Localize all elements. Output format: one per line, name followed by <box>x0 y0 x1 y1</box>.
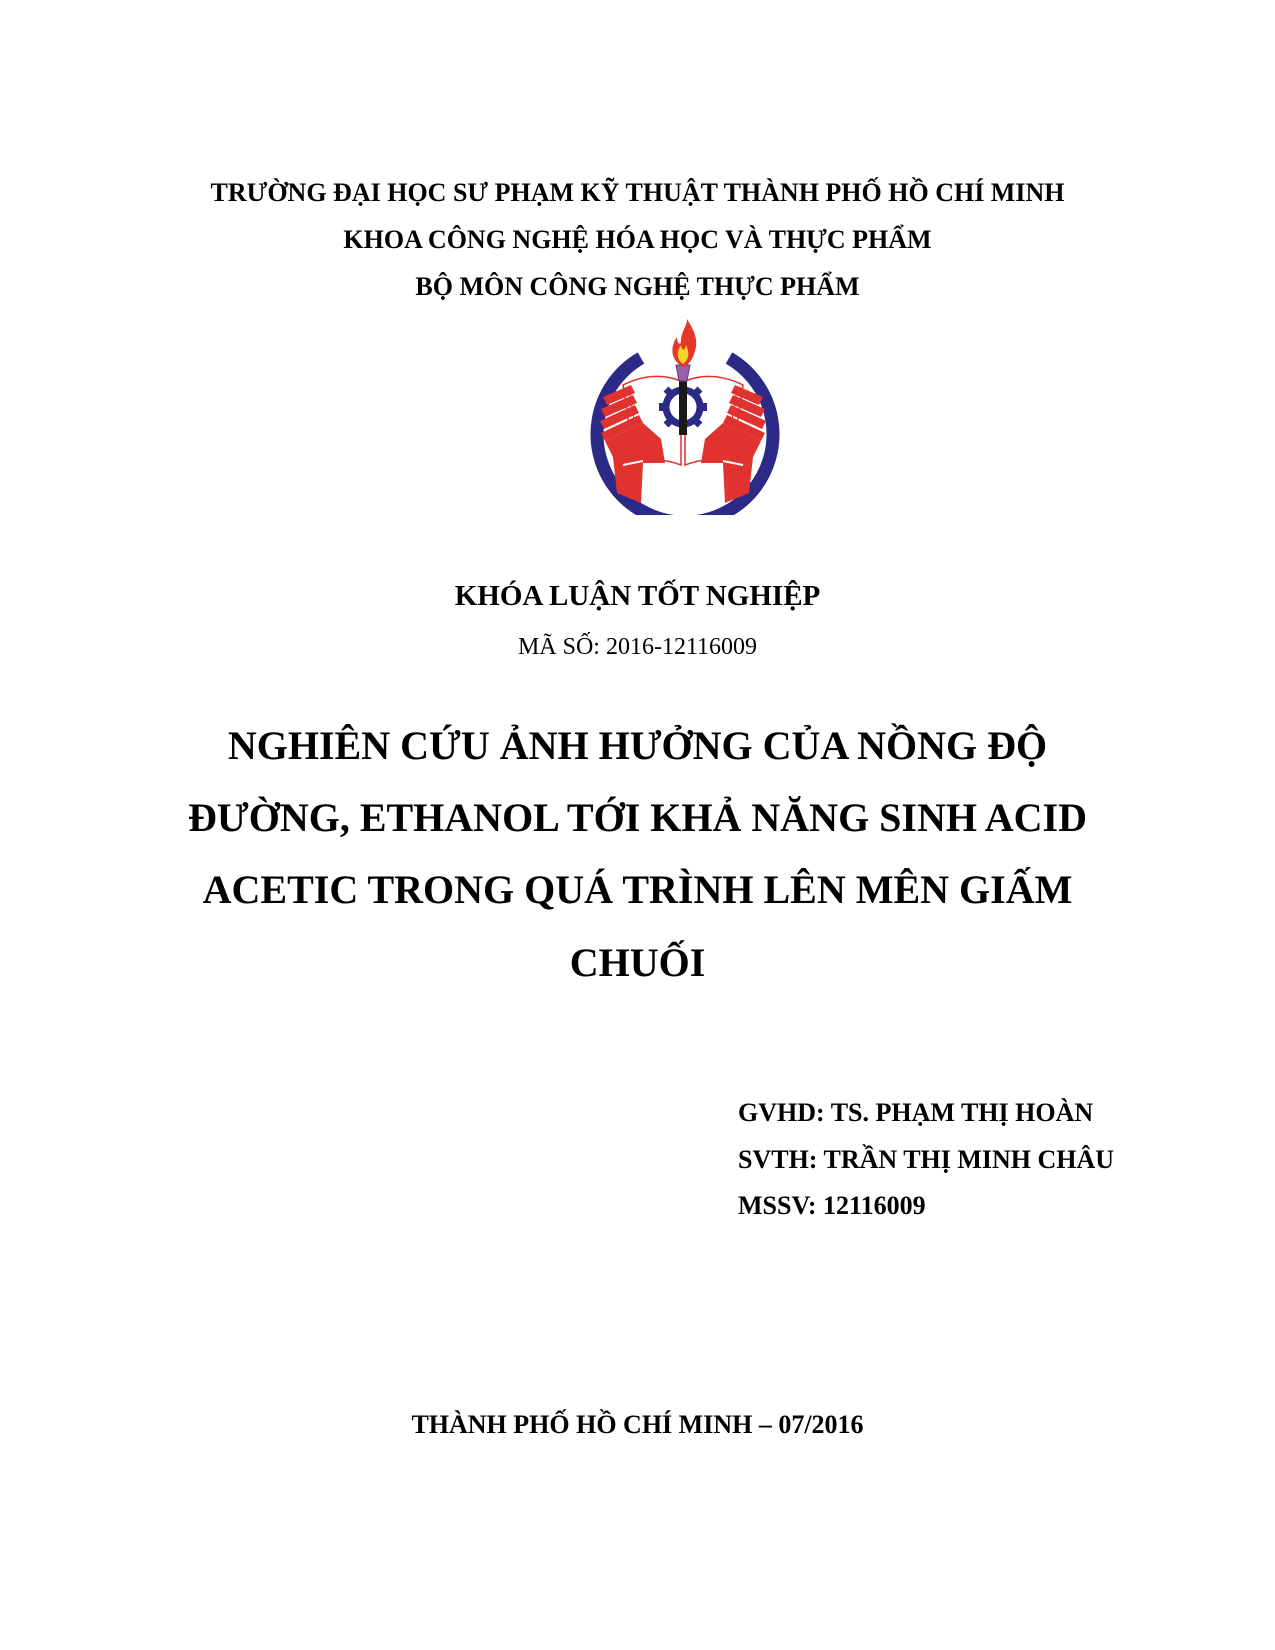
student-id: MSSV: 12116009 <box>738 1191 926 1220</box>
place-date: THÀNH PHỐ HỒ CHÍ MINH – 07/2016 <box>411 1410 864 1439</box>
thesis-title-line-3: ACETIC TRONG QUÁ TRÌNH LÊN MÊN GIẤM <box>202 867 1073 912</box>
department-name: BỘ MÔN CÔNG NGHỆ THỰC PHẨM <box>415 272 860 301</box>
faculty-name: KHOA CÔNG NGHỆ HÓA HỌC VÀ THỰC PHẨM <box>343 225 932 254</box>
document-type: KHÓA LUẬN TỐT NGHIỆP <box>454 580 821 612</box>
student-name: SVTH: TRẦN THỊ MINH CHÂU <box>738 1145 1115 1174</box>
thesis-code: MÃ SỐ: 2016-12116009 <box>517 634 758 660</box>
supervisor: GVHD: TS. PHẠM THỊ HOÀN <box>738 1098 1094 1127</box>
logo-graphic-icon <box>583 315 783 515</box>
university-logo <box>583 315 783 515</box>
thesis-title-line-1: NGHIÊN CỨU ẢNH HƯỞNG CỦA NỒNG ĐỘ <box>227 723 1048 768</box>
university-name: TRƯỜNG ĐẠI HỌC SƯ PHẠM KỸ THUẬT THÀNH PHỐ HỒ CHÍ MINH <box>210 178 1065 207</box>
thesis-title-line-2: ĐƯỜNG, ETHANOL TỚI KHẢ NĂNG SINH ACID <box>187 795 1088 840</box>
thesis-title-line-4: CHUỐI <box>569 940 706 985</box>
